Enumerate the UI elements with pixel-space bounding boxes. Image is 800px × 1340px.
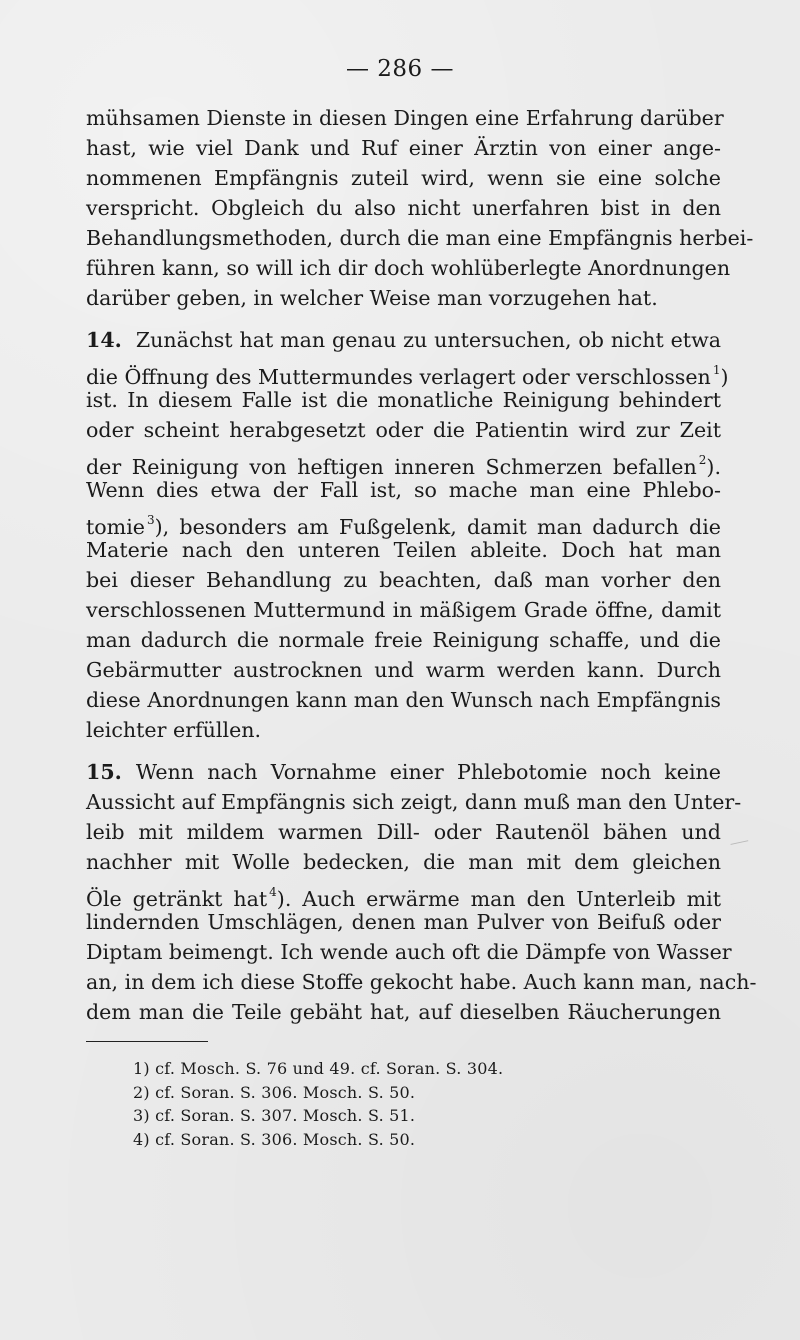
footnote-ref: 3 (146, 513, 155, 527)
text-line (86, 355, 729, 389)
line-tail: ). Auch erwärme man den Unterleib mit (276, 887, 721, 911)
text-line: Diptam beimengt. Ich wende auch oft die Dämpfe von Wasser (86, 940, 732, 964)
footnote-3: 3) cf. Soran. S. 307. Mosch. S. 51. (133, 1106, 416, 1125)
footnote-ref: 1 (712, 363, 721, 377)
text-line: darüber geben, in welcher Weise man vorzugehen hat. (86, 286, 658, 310)
paragraph-1 (86, 103, 754, 313)
paragraph-14 (86, 325, 729, 745)
text-line: mühsamen Dienste in diesen Dingen eine Erfahrung darüber (86, 106, 724, 130)
footnote-4: 4) cf. Soran. S. 306. Mosch. S. 50. (133, 1129, 416, 1149)
page-number: — 286 — (345, 56, 455, 82)
text-line: oder scheint herabgesetzt oder die Patientin wird zur Zeit (86, 418, 721, 442)
text-line: lindernden Umschlägen, denen man Pulver von Beifuß oder (86, 910, 721, 934)
text-line: nachher mit Wolle bedecken, die man mit dem gleichen (86, 850, 721, 874)
text-line: Wenn dies etwa der Fall ist, so mache man eine Phlebo- (86, 478, 721, 502)
line-text: Wenn nach Vornahme einer Phlebotomie noch keine (135, 760, 721, 784)
footnote-1: 1) cf. Mosch. S. 76 und 49. cf. Soran. S. 304. (133, 1059, 504, 1078)
main-text (86, 103, 757, 1027)
footnote-2: 2) cf. Soran. S. 306. Mosch. S. 50. (133, 1082, 416, 1102)
line-tail: ) (720, 365, 729, 389)
footnote-divider (86, 1041, 208, 1042)
line-text: Öle getränkt hat (86, 887, 268, 911)
text-line: diese Anordnungen kann man den Wunsch nach Empfängnis (86, 688, 721, 712)
section-number: 15. (86, 760, 122, 784)
section-number: 14. (86, 328, 122, 352)
text-line: dem man die Teile gebäht hat, auf dieselben Räucherungen (86, 1000, 721, 1024)
text-line: leib mit mildem warmen Dill- oder Rautenöl bähen und (86, 820, 721, 844)
line-text: die Öffnung des Muttermundes verlagert oder verschlossen (86, 365, 711, 389)
line-text: Zunächst hat man genau zu untersuchen, ob nicht etwa (135, 328, 721, 352)
text-line (86, 505, 721, 539)
text-line: ist. In diesem Falle ist die monatliche Reinigung behindert (86, 388, 721, 412)
text-line (86, 325, 721, 355)
text-line: Materie nach den unteren Teilen ableite. Doch hat man (86, 538, 721, 562)
footnote-ref: 4 (269, 885, 277, 899)
line-tail: ). (706, 455, 721, 479)
scan-mark (730, 840, 749, 851)
text-line: Aussicht auf Empfängnis sich zeigt, dann muß man den Unter- (86, 790, 742, 814)
footnotes (133, 1057, 653, 1151)
text-line: man dadurch die normale freie Reinigung schaffe, und die (86, 628, 721, 652)
paragraph-15 (86, 757, 757, 1027)
text-line: nommenen Empfängnis zuteil wird, wenn sie eine solche (86, 166, 721, 190)
text-line: leichter erfüllen. (86, 718, 262, 742)
line-text: tomie (86, 515, 145, 539)
text-line: Behandlungsmethoden, durch die man eine Empfängnis herbei- (86, 226, 754, 250)
text-line (86, 445, 721, 479)
text-line: verspricht. Obgleich du also nicht unerfahren bist in den (86, 196, 721, 220)
footnote-ref: 2 (698, 453, 707, 467)
text-line: Gebärmutter austrocknen und warm werden kann. Durch (86, 658, 721, 682)
text-line: hast, wie viel Dank und Ruf einer Ärztin von einer ange- (86, 136, 721, 160)
line-tail: ), besonders am Fußgelenk, damit man dadurch die (154, 515, 721, 539)
text-line (86, 757, 721, 787)
text-line: an, in dem ich diese Stoffe gekocht habe. Auch kann man, nach- (86, 970, 757, 994)
line-text: der Reinigung von heftigen inneren Schmerzen befallen (86, 455, 697, 479)
text-line: verschlossenen Muttermund in mäßigem Grade öffne, damit (86, 598, 721, 622)
text-line: bei dieser Behandlung zu beachten, daß man vorher den (86, 568, 721, 592)
text-line (86, 877, 721, 911)
text-line: führen kann, so will ich dir doch wohlüberlegte Anordnungen (86, 256, 731, 280)
